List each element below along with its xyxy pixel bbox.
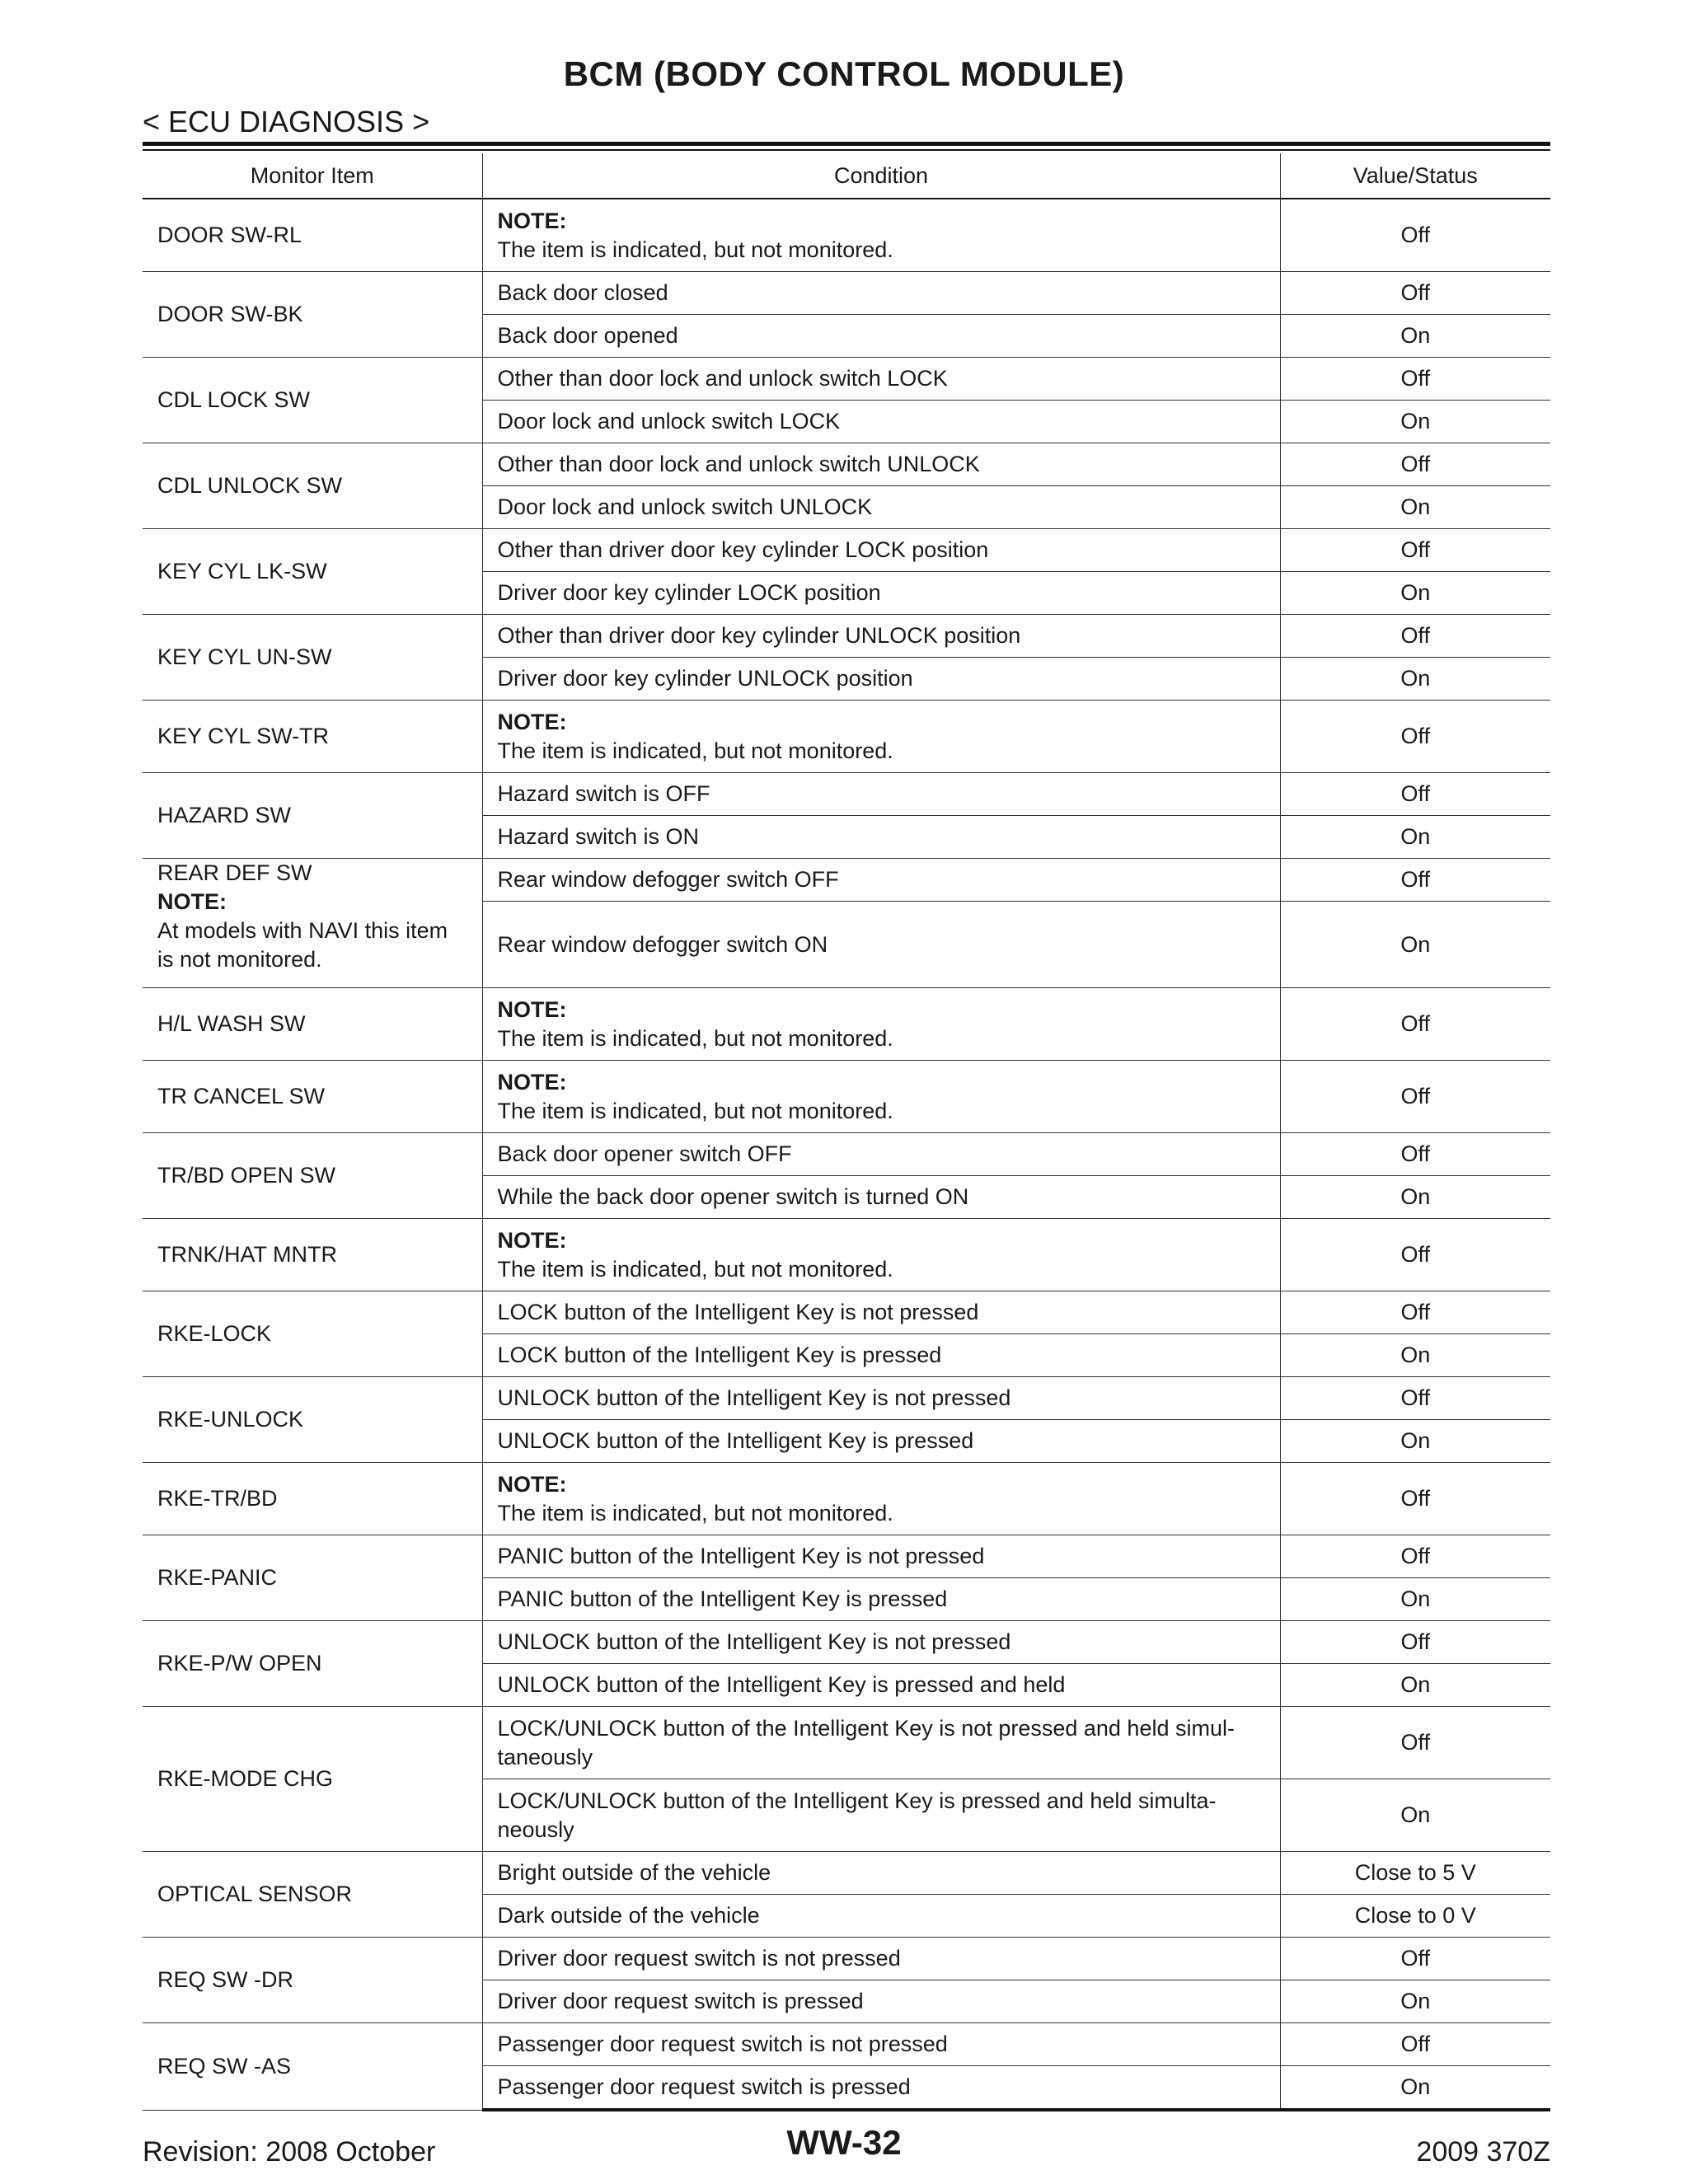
header-rule-thick <box>143 142 1550 146</box>
condition-cell <box>482 1176 1280 1219</box>
condition-cell <box>482 486 1280 529</box>
monitor-item-cell <box>143 529 482 615</box>
monitor-item-cell <box>143 358 482 443</box>
value-status-cell: On <box>1280 401 1550 443</box>
condition-cell <box>482 1664 1280 1707</box>
condition-text: Passenger door request switch is pressed <box>497 2074 911 2099</box>
monitor-item-name: RKE-TR/BD <box>157 1486 278 1511</box>
footer-revision: Revision: 2008 October <box>143 2136 436 2168</box>
monitor-item-table <box>143 153 1550 2111</box>
condition-cell <box>482 1133 1280 1176</box>
condition-text: UNLOCK button of the Intelligent Key is pressed and held <box>497 1672 1066 1697</box>
monitor-item-name: REQ SW -AS <box>157 2053 292 2079</box>
condition-text: The item is indicated, but not monitored. <box>497 1500 893 1526</box>
monitor-item-note-text: At models with NAVI this item is not monitored. <box>157 918 448 972</box>
condition-cell <box>482 1852 1280 1895</box>
condition-text: Driver door key cylinder UNLOCK position <box>497 666 913 691</box>
footer-page-number: WW-32 <box>786 2123 902 2162</box>
monitor-item-name: OPTICAL SENSOR <box>157 1882 353 1906</box>
monitor-item-cell <box>143 773 482 859</box>
table-row <box>143 1291 1550 1334</box>
monitor-item-name: H/L WASH SW <box>157 1011 306 1036</box>
footer-model: 2009 370Z <box>1416 2136 1550 2168</box>
condition-cell <box>482 1707 1280 1779</box>
monitor-item-cell <box>143 1621 482 1707</box>
table-row <box>143 1938 1550 1980</box>
monitor-item-name: TR CANCEL SW <box>157 1084 326 1108</box>
header-rule-thin <box>143 149 1550 151</box>
column-header-value-status: Value/Status <box>1280 153 1550 199</box>
condition-text: The item is indicated, but not monitored. <box>497 1025 893 1051</box>
monitor-item-cell <box>143 1061 482 1133</box>
monitor-item-name: CDL LOCK SW <box>157 387 311 412</box>
value-status-cell: On <box>1280 486 1550 529</box>
table-row <box>143 1377 1550 1420</box>
value-status-cell: Close to 5 V <box>1280 1852 1550 1895</box>
condition-cell <box>482 988 1280 1061</box>
condition-cell <box>482 529 1280 572</box>
condition-text: Passenger door request switch is not pressed <box>497 2032 948 2056</box>
condition-text: The item is indicated, but not monitored. <box>497 738 893 763</box>
condition-cell <box>482 572 1280 615</box>
condition-cell <box>482 658 1280 701</box>
condition-cell <box>482 902 1280 988</box>
condition-cell <box>482 1895 1280 1938</box>
condition-cell <box>482 1621 1280 1664</box>
condition-text: Other than door lock and unlock switch UNLOCK <box>497 452 980 476</box>
condition-note-label: NOTE: <box>497 709 567 734</box>
monitor-item-name: RKE-MODE CHG <box>157 1766 334 1791</box>
monitor-item-name: RKE-LOCK <box>157 1321 272 1346</box>
table-row <box>143 1707 1550 1779</box>
condition-text: LOCK/UNLOCK button of the Intelligent Key is not pressed and held simul-taneously <box>497 1715 1235 1769</box>
value-status-cell: On <box>1280 572 1550 615</box>
table-row <box>143 773 1550 816</box>
condition-text: Other than driver door key cylinder LOCK position <box>497 537 989 562</box>
condition-cell <box>482 1219 1280 1291</box>
condition-text: LOCK button of the Intelligent Key is not pressed <box>497 1300 979 1324</box>
monitor-item-cell <box>143 615 482 701</box>
table-row <box>143 615 1550 658</box>
value-status-cell: Off <box>1280 443 1550 486</box>
value-status-cell: On <box>1280 1779 1550 1852</box>
condition-cell <box>482 315 1280 358</box>
monitor-item-cell <box>143 1377 482 1463</box>
table-row <box>143 272 1550 315</box>
value-status-cell: On <box>1280 658 1550 701</box>
monitor-item-cell <box>143 988 482 1061</box>
monitor-item-name: REAR DEF SW <box>157 860 312 885</box>
monitor-item-cell <box>143 701 482 773</box>
table-row <box>143 358 1550 401</box>
condition-text: Hazard switch is ON <box>497 824 700 849</box>
value-status-cell: On <box>1280 1980 1550 2023</box>
condition-cell <box>482 1463 1280 1535</box>
value-status-cell: On <box>1280 1176 1550 1219</box>
monitor-item-name: KEY CYL UN-SW <box>157 644 332 669</box>
value-status-cell: Off <box>1280 529 1550 572</box>
table-row <box>143 1219 1550 1291</box>
condition-text: Driver door key cylinder LOCK position <box>497 580 881 605</box>
value-status-cell: Off <box>1280 199 1550 272</box>
condition-text: Driver door request switch is pressed <box>497 1989 864 2013</box>
condition-text: The item is indicated, but not monitored. <box>497 237 893 262</box>
monitor-item-name: REQ SW -DR <box>157 1967 293 1992</box>
monitor-item-name: TR/BD OPEN SW <box>157 1163 336 1188</box>
value-status-cell: On <box>1280 1420 1550 1463</box>
value-status-cell: Off <box>1280 1938 1550 1980</box>
condition-text: Back door closed <box>497 280 668 305</box>
value-status-cell: On <box>1280 902 1550 988</box>
monitor-item-cell <box>143 272 482 358</box>
condition-cell <box>482 816 1280 859</box>
condition-text: PANIC button of the Intelligent Key is pressed <box>497 1586 948 1611</box>
monitor-item-name: DOOR SW-RL <box>157 223 302 247</box>
monitor-item-cell <box>143 2023 482 2111</box>
condition-text: The item is indicated, but not monitored. <box>497 1098 893 1123</box>
monitor-item-name: RKE-P/W OPEN <box>157 1651 322 1675</box>
monitor-item-name: KEY CYL LK-SW <box>157 559 327 583</box>
condition-text: Door lock and unlock switch LOCK <box>497 409 841 434</box>
value-status-cell: Close to 0 V <box>1280 1895 1550 1938</box>
table-row <box>143 443 1550 486</box>
condition-cell <box>482 1779 1280 1852</box>
value-status-cell: Off <box>1280 1133 1550 1176</box>
condition-note-label: NOTE: <box>497 1069 567 1094</box>
value-status-cell: Off <box>1280 1219 1550 1291</box>
condition-cell <box>482 1578 1280 1621</box>
value-status-cell: Off <box>1280 2023 1550 2066</box>
condition-text: UNLOCK button of the Intelligent Key is pressed <box>497 1428 974 1453</box>
monitor-item-name: RKE-UNLOCK <box>157 1407 304 1432</box>
value-status-cell: Off <box>1280 615 1550 658</box>
value-status-cell: On <box>1280 1334 1550 1377</box>
section-label: < ECU DIAGNOSIS > <box>143 105 430 138</box>
monitor-item-note-label: NOTE: <box>157 889 227 914</box>
condition-text: UNLOCK button of the Intelligent Key is not pressed <box>497 1629 1011 1654</box>
table-row <box>143 1061 1550 1133</box>
table-row <box>143 988 1550 1061</box>
condition-cell <box>482 1535 1280 1578</box>
condition-text: Bright outside of the vehicle <box>497 1860 771 1885</box>
table-row <box>143 859 1550 902</box>
condition-text: UNLOCK button of the Intelligent Key is not pressed <box>497 1385 1011 1410</box>
condition-cell <box>482 1061 1280 1133</box>
value-status-cell: On <box>1280 1578 1550 1621</box>
condition-text: LOCK button of the Intelligent Key is pressed <box>497 1343 942 1367</box>
value-status-cell: Off <box>1280 1463 1550 1535</box>
table-header-row <box>143 153 1550 199</box>
condition-text: Rear window defogger switch ON <box>497 931 828 957</box>
table-row <box>143 1133 1550 1176</box>
condition-text: The item is indicated, but not monitored. <box>497 1256 893 1282</box>
condition-cell <box>482 2066 1280 2111</box>
monitor-item-name: RKE-PANIC <box>157 1565 278 1590</box>
condition-cell <box>482 1980 1280 2023</box>
table-row <box>143 2023 1550 2066</box>
monitor-item-cell <box>143 1938 482 2023</box>
value-status-cell: On <box>1280 1664 1550 1707</box>
monitor-item-cell <box>143 1852 482 1938</box>
condition-text: Back door opener switch OFF <box>497 1141 792 1166</box>
column-header-condition: Condition <box>482 153 1280 199</box>
condition-note-label: NOTE: <box>497 208 567 233</box>
condition-cell <box>482 272 1280 315</box>
condition-cell <box>482 1377 1280 1420</box>
value-status-cell: Off <box>1280 272 1550 315</box>
value-status-cell: Off <box>1280 701 1550 773</box>
condition-cell <box>482 701 1280 773</box>
condition-cell <box>482 1938 1280 1980</box>
table-body <box>143 199 1550 2110</box>
table-row <box>143 1852 1550 1895</box>
value-status-cell: Off <box>1280 1707 1550 1779</box>
condition-cell <box>482 773 1280 816</box>
monitor-item-cell <box>143 1535 482 1621</box>
value-status-cell: Off <box>1280 358 1550 401</box>
condition-note-label: NOTE: <box>497 996 567 1022</box>
condition-cell <box>482 401 1280 443</box>
condition-cell <box>482 1420 1280 1463</box>
condition-cell <box>482 615 1280 658</box>
table-row <box>143 1463 1550 1535</box>
value-status-cell: Off <box>1280 1291 1550 1334</box>
condition-text: Back door opened <box>497 323 678 348</box>
condition-text: Hazard switch is OFF <box>497 781 710 806</box>
value-status-cell: On <box>1280 315 1550 358</box>
condition-cell <box>482 1291 1280 1334</box>
table-row <box>143 701 1550 773</box>
value-status-cell: On <box>1280 2066 1550 2111</box>
value-status-cell: Off <box>1280 1377 1550 1420</box>
monitor-item-cell <box>143 1133 482 1219</box>
monitor-item-name: DOOR SW-BK <box>157 302 303 326</box>
condition-text: Rear window defogger switch OFF <box>497 867 839 892</box>
monitor-item-name: KEY CYL SW-TR <box>157 724 330 748</box>
condition-cell <box>482 358 1280 401</box>
condition-cell <box>482 1334 1280 1377</box>
table-row <box>143 529 1550 572</box>
value-status-cell: On <box>1280 816 1550 859</box>
condition-cell <box>482 2023 1280 2066</box>
value-status-cell: Off <box>1280 988 1550 1061</box>
condition-text: Other than door lock and unlock switch LOCK <box>497 366 948 391</box>
table-row <box>143 199 1550 272</box>
monitor-item-cell <box>143 199 482 272</box>
monitor-item-cell <box>143 1707 482 1852</box>
condition-cell <box>482 199 1280 272</box>
monitor-item-cell <box>143 1219 482 1291</box>
monitor-item-cell <box>143 1291 482 1377</box>
monitor-item-name: TRNK/HAT MNTR <box>157 1242 337 1267</box>
condition-text: Dark outside of the vehicle <box>497 1903 760 1928</box>
monitor-item-cell <box>143 1463 482 1535</box>
monitor-item-name: HAZARD SW <box>157 803 291 827</box>
value-status-cell: Off <box>1280 1535 1550 1578</box>
table-row <box>143 1535 1550 1578</box>
condition-text: While the back door opener switch is turned ON <box>497 1184 969 1209</box>
condition-text: Door lock and unlock switch UNLOCK <box>497 494 873 519</box>
value-status-cell: Off <box>1280 1621 1550 1664</box>
condition-cell <box>482 443 1280 486</box>
page-title: BCM (BODY CONTROL MODULE) <box>563 54 1125 93</box>
value-status-cell: Off <box>1280 859 1550 902</box>
condition-note-label: NOTE: <box>497 1227 567 1253</box>
value-status-cell: Off <box>1280 773 1550 816</box>
condition-text: Driver door request switch is not pressed <box>497 1946 901 1971</box>
monitor-item-name: CDL UNLOCK SW <box>157 473 343 498</box>
condition-note-label: NOTE: <box>497 1471 567 1497</box>
column-header-monitor-item: Monitor Item <box>143 153 482 199</box>
condition-text: LOCK/UNLOCK button of the Intelligent Key is pressed and held simulta-neously <box>497 1788 1217 1842</box>
condition-text: PANIC button of the Intelligent Key is not pressed <box>497 1544 985 1568</box>
monitor-item-cell <box>143 443 482 529</box>
value-status-cell: Off <box>1280 1061 1550 1133</box>
condition-cell <box>482 859 1280 902</box>
table-row <box>143 1621 1550 1664</box>
monitor-item-cell <box>143 859 482 988</box>
condition-text: Other than driver door key cylinder UNLOCK position <box>497 623 1021 648</box>
